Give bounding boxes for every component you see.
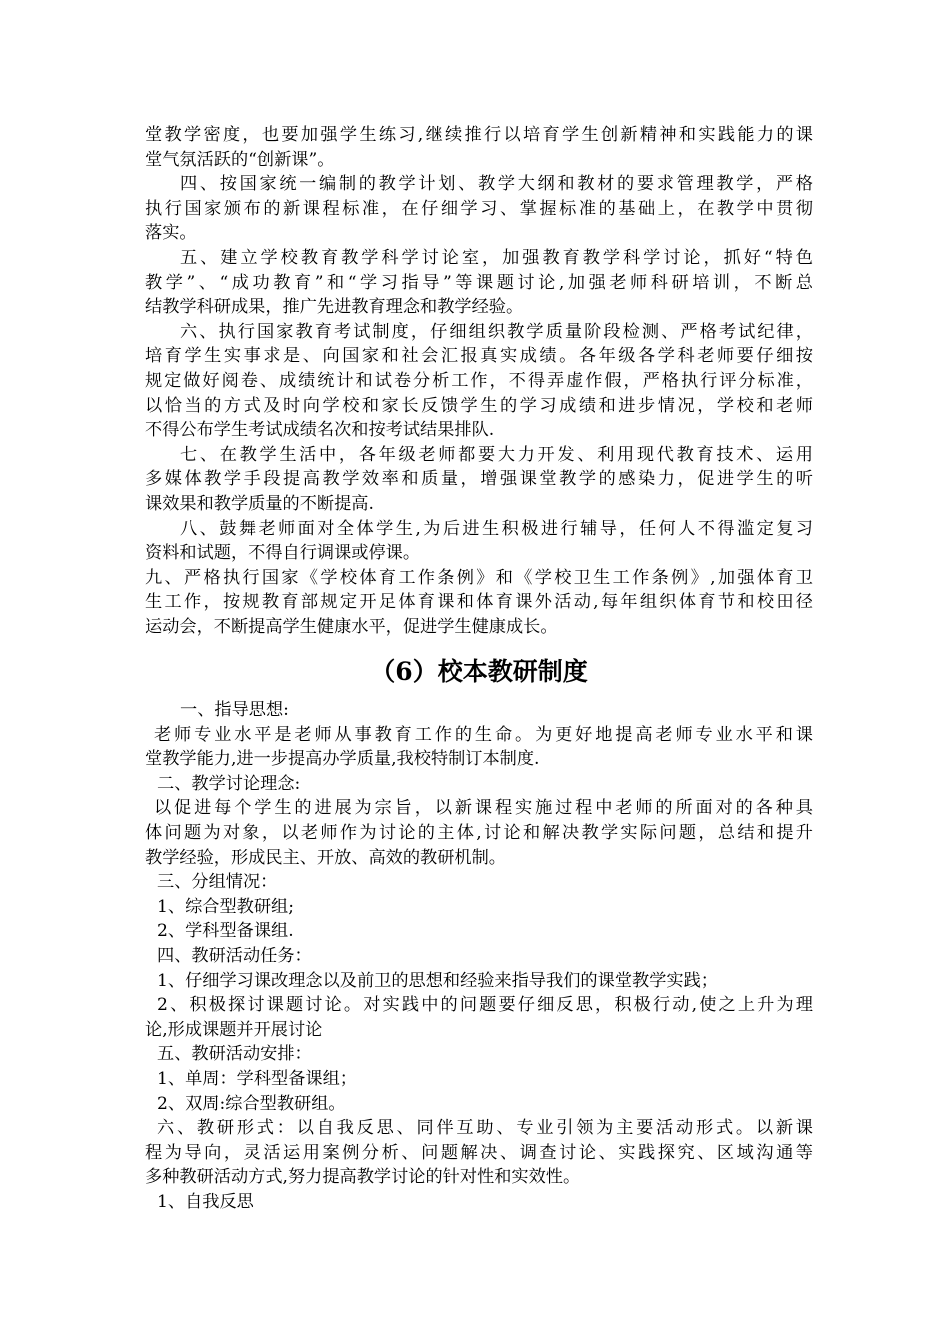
text-line: 1、仔细学习课改理念以及前卫的思想和经验来指导我们的课堂教学实践；: [157, 970, 718, 991]
text-line: 三、分组情况：: [157, 872, 278, 893]
text-line: 不得公布学生考试成绩名次和按考试结果排队.: [145, 420, 495, 441]
section-heading: （6）校本教研制度: [370, 657, 588, 686]
text-line: 以恰当的方式及时向学校和家长反馈学生的学习成绩和进步情况，学校和老师: [145, 395, 813, 416]
text-line: 规定做好阅卷、成绩统计和试卷分析工作，不得弄虚作假，严格执行评分标准，: [145, 370, 813, 391]
text-line: 1、单周：学科型备课组；: [157, 1068, 357, 1089]
text-line: 六、教研形式：以自我反思、同伴互助、专业引领为主要活动形式。以新课: [157, 1118, 813, 1139]
text-line: 一、指导思想:: [180, 700, 289, 720]
text-line: 1、自我反思: [157, 1191, 254, 1212]
text-line: 课效果和教学质量的不断提高.: [145, 493, 374, 514]
text-line: 2、积极探讨课题讨论。对实践中的问题要仔细反思，积极行动,使之上升为理: [157, 995, 813, 1016]
text-line: 运动会，不断提高学生健康水平，促进学生健康成长。: [145, 616, 558, 637]
text-line: 2、双周:综合型教研组。: [157, 1093, 346, 1114]
text-line: 五、建立学校教育教学科学讨论室，加强教育教学科学讨论，抓好“特色: [180, 247, 813, 268]
text-line: 堂教学密度，也要加强学生练习,继续推行以培育学生创新精神和实践能力的课: [145, 125, 813, 145]
text-section-top: [145, 123, 813, 639]
text-line: 八、鼓舞老师面对全体学生,为后进生积极进行辅导，任何人不得滥定复习: [180, 518, 813, 539]
text-line: 结教学科研成果，推广先进教育理念和教学经验。: [145, 297, 524, 318]
text-line: 多媒体教学手段提高教学效率和质量，增强课堂教学的感染力，促进学生的听: [145, 469, 813, 490]
text-section-bottom: [145, 698, 813, 1214]
text-line: 老师专业水平是老师从事教育工作的生命。为更好地提高老师专业水平和课: [154, 724, 813, 745]
text-line: 堂气氛活跃的“创新课”。: [145, 149, 335, 170]
text-line: 四、教研活动任务：: [157, 945, 312, 966]
text-line: 教学经验，形成民主、开放、高效的教研机制。: [145, 847, 506, 868]
text-line: 1、综合型教研组;: [157, 896, 295, 917]
text-line: 论,形成课题并开展讨论: [145, 1019, 323, 1040]
text-line: 资料和试题，不得自行调课或停课。: [145, 543, 421, 564]
text-line: 四、按国家统一编制的教学计划、教学大纲和教材的要求管理教学，严格: [180, 174, 813, 195]
text-line: 堂教学能力,进一步提高办学质量,我校特制订本制度.: [145, 749, 540, 770]
text-line: 落实。: [145, 223, 197, 244]
text-line: 程为导向，灵活运用案例分析、问题解决、调查讨论、实践探究、区域沟通等: [145, 1142, 813, 1163]
text-line: 多种教研活动方式,努力提高教学讨论的针对性和实效性。: [145, 1167, 581, 1188]
text-line: 教学”、“成功教育”和“学习指导”等课题讨论,加强老师科研培训，不断总: [145, 272, 813, 293]
text-line: 六、执行国家教育考试制度，仔细组织教学质量阶段检测、严格考试纪律，: [180, 321, 813, 342]
text-line: 2、学科型备课组.: [157, 921, 294, 942]
text-line: 二、教学讨论理念:: [157, 773, 301, 794]
text-line: 九、严格执行国家《学校体育工作条例》和《学校卫生工作条例》,加强体育卫: [145, 567, 813, 588]
text-line: 七、在教学生活中，各年级老师都要大力开发、利用现代教育技术、运用: [180, 444, 813, 465]
text-line: 五、教研活动安排：: [157, 1044, 312, 1065]
text-line: 以促进每个学生的进展为宗旨，以新课程实施过程中老师的所面对的各种具: [154, 798, 813, 819]
text-line: 培育学生实事求是、向国家和社会汇报真实成绩。各年级各学科老师要仔细按: [145, 346, 813, 367]
text-line: 体问题为对象，以老师作为讨论的主体,讨论和解决教学实际问题，总结和提升: [145, 822, 813, 843]
text-line: 生工作，按规教育部规定开足体育课和体育课外活动,每年组织体育节和校田径: [145, 592, 813, 613]
text-line: 执行国家颁布的新课程标准，在仔细学习、掌握标准的基础上，在教学中贯彻: [145, 198, 813, 219]
